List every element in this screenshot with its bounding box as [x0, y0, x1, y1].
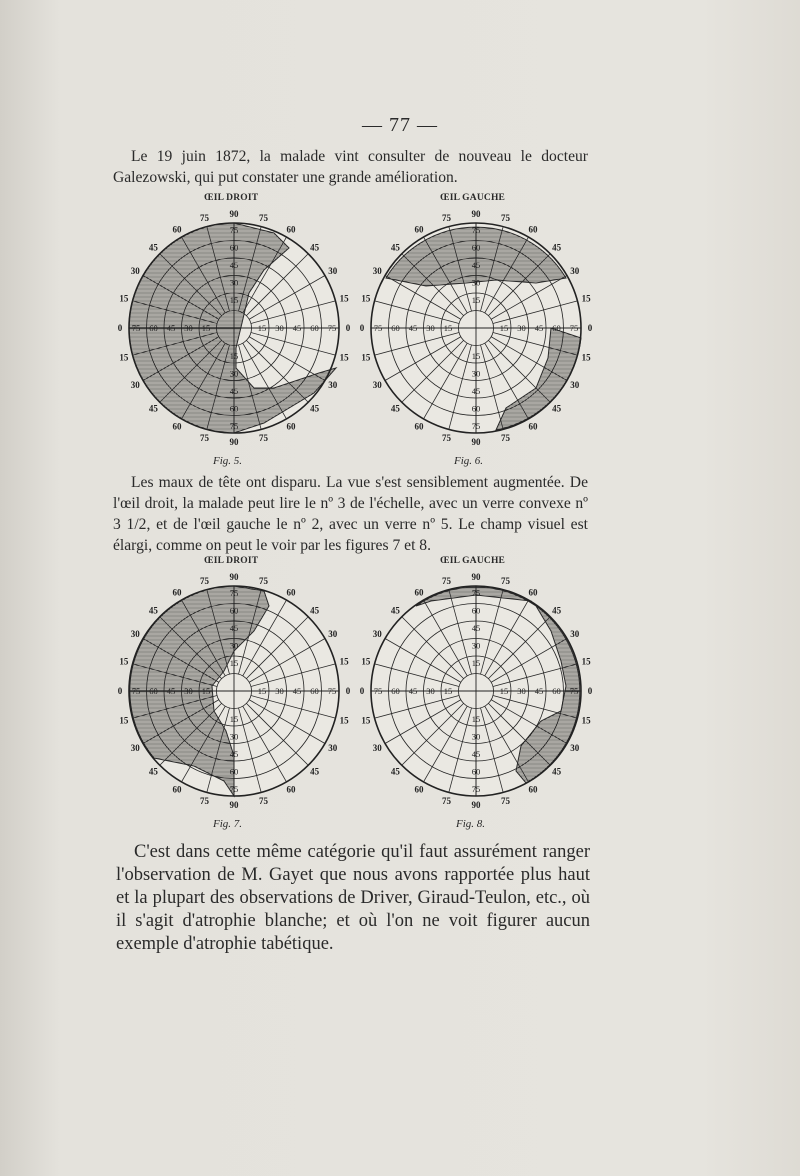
angle-label: 0 — [117, 323, 123, 333]
ring-label: 45 — [471, 259, 481, 270]
angle-label: 75 — [199, 796, 209, 807]
ring-label: 45 — [471, 622, 481, 633]
angle-label: 45 — [390, 242, 400, 253]
angle-label: 30 — [570, 266, 580, 276]
angle-label: 75 — [259, 575, 269, 586]
paragraph-2-text: Les maux de tête ont disparu. La vue s'est sensiblement augmentée. De l'œil droit, la malade peut lire le nº 3 de l'échelle, avec un verre convexe nº 3 1/2, et de l'œil gauche le nº 2, avec un verre nº 5. Le champ visuel est élargi, comme on peut le voir par les figures 7 et 8. — [113, 474, 588, 554]
angle-label: 30 — [130, 266, 140, 276]
angle-label: 0 — [587, 323, 593, 333]
angle-label: 90 — [229, 800, 239, 810]
ring-label: 15 — [443, 323, 453, 333]
angle-label: 15 — [119, 656, 129, 667]
angle-label: 45 — [148, 242, 158, 253]
angle-label: 45 — [552, 242, 562, 253]
angle-label: 75 — [501, 796, 511, 807]
angle-label: 30 — [372, 380, 382, 390]
ring-label: 45 — [471, 386, 481, 397]
angle-label: 75 — [441, 433, 451, 444]
ring-label: 45 — [229, 622, 239, 633]
angle-label: 15 — [119, 352, 129, 363]
ring-label: 75 — [569, 686, 579, 696]
fig5-eye-label: ŒIL DROIT — [204, 193, 259, 203]
ring-label: 45 — [292, 686, 302, 696]
angle-label: 15 — [581, 293, 591, 304]
ring-label: 60 — [471, 403, 481, 414]
ring-label: 30 — [517, 686, 526, 696]
angle-label: 30 — [328, 743, 338, 753]
ring-label: 15 — [229, 295, 239, 306]
angle-label: 90 — [471, 800, 481, 810]
ring-label: 45 — [229, 386, 239, 397]
ring-label: 45 — [166, 686, 176, 696]
angle-label: 60 — [286, 587, 296, 598]
angle-label: 60 — [414, 587, 424, 598]
angle-label: 60 — [414, 421, 424, 432]
angle-label: 75 — [199, 575, 209, 586]
angle-label: 60 — [286, 784, 296, 795]
ring-label: 60 — [391, 323, 400, 333]
angle-label: 60 — [414, 784, 424, 795]
angle-label: 15 — [339, 293, 349, 304]
angle-label: 30 — [328, 629, 338, 639]
fig5-caption: Fig. 5. — [213, 455, 243, 467]
angle-label: 15 — [581, 715, 591, 726]
ring-label: 15 — [471, 713, 481, 724]
visual-field-chart-fig6 — [356, 208, 596, 448]
ring-label: 45 — [408, 323, 418, 333]
angle-label: 15 — [361, 715, 371, 726]
ring-label: 45 — [292, 323, 302, 333]
angle-label: 60 — [172, 587, 182, 598]
ring-label: 45 — [408, 686, 418, 696]
fig8-eye-label: ŒIL GAUCHE — [440, 556, 506, 566]
angle-label: 45 — [148, 605, 158, 616]
paragraph-2 — [113, 472, 588, 556]
angle-label: 60 — [528, 587, 538, 598]
ring-label: 75 — [131, 686, 141, 696]
angle-label: 30 — [372, 743, 382, 753]
ring-label: 15 — [471, 295, 481, 306]
angle-label: 0 — [345, 323, 351, 333]
ring-label: 15 — [229, 350, 239, 361]
visual-field-chart-fig8 — [356, 571, 596, 811]
angle-label: 45 — [310, 403, 320, 414]
ring-label: 45 — [534, 323, 544, 333]
angle-label: 30 — [328, 266, 338, 276]
ring-label: 60 — [149, 323, 158, 333]
angle-label: 75 — [199, 212, 209, 223]
ring-label: 15 — [201, 686, 211, 696]
ring-label: 75 — [471, 784, 481, 794]
ring-label: 60 — [471, 242, 481, 253]
ring-label: 75 — [373, 323, 383, 333]
ring-label: 30 — [229, 640, 239, 651]
angle-label: 75 — [441, 796, 451, 807]
angle-label: 60 — [528, 784, 538, 795]
angle-label: 30 — [570, 743, 580, 753]
angle-label: 15 — [119, 293, 129, 304]
ring-label: 60 — [229, 242, 239, 253]
ring-label: 15 — [257, 323, 267, 333]
ring-label: 75 — [373, 686, 383, 696]
angle-label: 75 — [441, 575, 451, 586]
ring-label: 30 — [184, 323, 193, 333]
ring-label: 30 — [471, 731, 481, 742]
ring-label: 45 — [229, 749, 239, 760]
ring-label: 30 — [229, 277, 239, 288]
angle-label: 30 — [372, 266, 382, 276]
angle-label: 15 — [339, 352, 349, 363]
angle-label: 15 — [339, 715, 349, 726]
ring-label: 75 — [229, 225, 239, 235]
ring-label: 60 — [471, 766, 481, 777]
angle-label: 15 — [361, 293, 371, 304]
ring-label: 60 — [391, 686, 400, 696]
angle-label: 90 — [229, 437, 239, 447]
ring-label: 30 — [471, 277, 481, 288]
ring-label: 75 — [327, 686, 337, 696]
visual-field-chart-fig5 — [114, 208, 354, 448]
fig7-eye-label: ŒIL DROIT — [204, 556, 259, 566]
ring-label: 75 — [471, 421, 481, 431]
angle-label: 60 — [528, 421, 538, 432]
angle-label: 30 — [328, 380, 338, 390]
fig6-eye-label: ŒIL GAUCHE — [440, 193, 506, 203]
ring-label: 60 — [229, 766, 239, 777]
angle-label: 0 — [359, 323, 365, 333]
ring-label: 60 — [552, 686, 561, 696]
visual-field-chart-fig7 — [114, 571, 354, 811]
angle-label: 30 — [130, 629, 140, 639]
angle-label: 45 — [148, 403, 158, 414]
angle-label: 15 — [581, 656, 591, 667]
angle-label: 90 — [471, 437, 481, 447]
ring-label: 30 — [184, 686, 193, 696]
angle-label: 15 — [361, 352, 371, 363]
angle-label: 45 — [390, 766, 400, 777]
ring-label: 75 — [471, 588, 481, 598]
angle-label: 60 — [286, 224, 296, 235]
ring-label: 60 — [229, 605, 239, 616]
angle-label: 45 — [552, 766, 562, 777]
angle-label: 45 — [552, 403, 562, 414]
angle-label: 0 — [587, 686, 593, 696]
ring-label: 75 — [131, 323, 141, 333]
ring-label: 30 — [517, 323, 526, 333]
angle-label: 60 — [172, 224, 182, 235]
angle-label: 90 — [471, 572, 481, 582]
angle-label: 90 — [229, 572, 239, 582]
fig8-caption: Fig. 8. — [456, 818, 486, 830]
angle-label: 60 — [414, 224, 424, 235]
angle-label: 75 — [501, 433, 511, 444]
angle-label: 30 — [130, 380, 140, 390]
ring-label: 45 — [471, 749, 481, 760]
ring-label: 30 — [229, 731, 239, 742]
ring-label: 60 — [149, 686, 158, 696]
ring-label: 15 — [471, 350, 481, 361]
angle-label: 0 — [345, 686, 351, 696]
ring-label: 15 — [499, 686, 509, 696]
page-number: — 77 — — [362, 114, 438, 136]
angle-label: 30 — [570, 380, 580, 390]
ring-label: 15 — [229, 658, 239, 669]
angle-label: 75 — [199, 433, 209, 444]
paragraph-3 — [116, 841, 590, 956]
ring-label: 30 — [471, 368, 481, 379]
angle-label: 75 — [259, 796, 269, 807]
angle-label: 45 — [390, 403, 400, 414]
angle-label: 15 — [581, 352, 591, 363]
fig7-caption: Fig. 7. — [213, 818, 243, 830]
ring-label: 30 — [229, 368, 239, 379]
angle-label: 45 — [552, 605, 562, 616]
ring-label: 60 — [552, 323, 561, 333]
ring-label: 30 — [426, 323, 435, 333]
ring-label: 60 — [229, 403, 239, 414]
angle-label: 15 — [339, 656, 349, 667]
ring-label: 30 — [275, 323, 284, 333]
angle-label: 75 — [259, 433, 269, 444]
angle-label: 45 — [310, 242, 320, 253]
ring-label: 45 — [534, 686, 544, 696]
angle-label: 90 — [471, 209, 481, 219]
ring-label: 45 — [229, 259, 239, 270]
paragraph-1-text: Le 19 juin 1872, la malade vint consulter de nouveau le docteur Galezowski, qui put constater une grande amélioration. — [113, 148, 588, 186]
ring-label: 45 — [166, 323, 176, 333]
angle-label: 75 — [501, 212, 511, 223]
angle-label: 15 — [119, 715, 129, 726]
ring-label: 15 — [443, 686, 453, 696]
angle-label: 15 — [361, 656, 371, 667]
ring-label: 75 — [471, 225, 481, 235]
ring-label: 30 — [275, 686, 284, 696]
ring-label: 75 — [229, 588, 239, 598]
ring-label: 75 — [229, 421, 239, 431]
angle-label: 30 — [570, 629, 580, 639]
angle-label: 60 — [528, 224, 538, 235]
paragraph-1 — [113, 146, 588, 188]
angle-label: 75 — [441, 212, 451, 223]
ring-label: 30 — [426, 686, 435, 696]
angle-label: 60 — [286, 421, 296, 432]
fig6-caption: Fig. 6. — [454, 455, 484, 467]
angle-label: 0 — [359, 686, 365, 696]
ring-label: 15 — [229, 713, 239, 724]
angle-label: 75 — [259, 212, 269, 223]
ring-label: 75 — [229, 784, 239, 794]
angle-label: 60 — [172, 421, 182, 432]
ring-label: 15 — [471, 658, 481, 669]
ring-label: 75 — [327, 323, 337, 333]
angle-label: 75 — [501, 575, 511, 586]
angle-label: 0 — [117, 686, 123, 696]
angle-label: 30 — [372, 629, 382, 639]
ring-label: 75 — [569, 323, 579, 333]
angle-label: 45 — [310, 766, 320, 777]
angle-label: 45 — [390, 605, 400, 616]
angle-label: 45 — [310, 605, 320, 616]
ring-label: 15 — [499, 323, 509, 333]
angle-label: 60 — [172, 784, 182, 795]
ring-label: 30 — [471, 640, 481, 651]
ring-label: 15 — [201, 323, 211, 333]
angle-label: 90 — [229, 209, 239, 219]
angle-label: 30 — [130, 743, 140, 753]
ring-label: 60 — [471, 605, 481, 616]
ring-label: 60 — [310, 686, 319, 696]
angle-label: 45 — [148, 766, 158, 777]
paragraph-3-text: C'est dans cette même catégorie qu'il faut assurément ranger l'observation de M. Gayet que nous avons rapportée plus haut et la plupart des observations de Driver, Giraud-Teulon, etc., où il s'agit d'atrophie blanche; et où l'on ne voit figurer aucun exemple d'atrophie tabétique. — [116, 842, 590, 954]
ring-label: 60 — [310, 323, 319, 333]
ring-label: 15 — [257, 686, 267, 696]
